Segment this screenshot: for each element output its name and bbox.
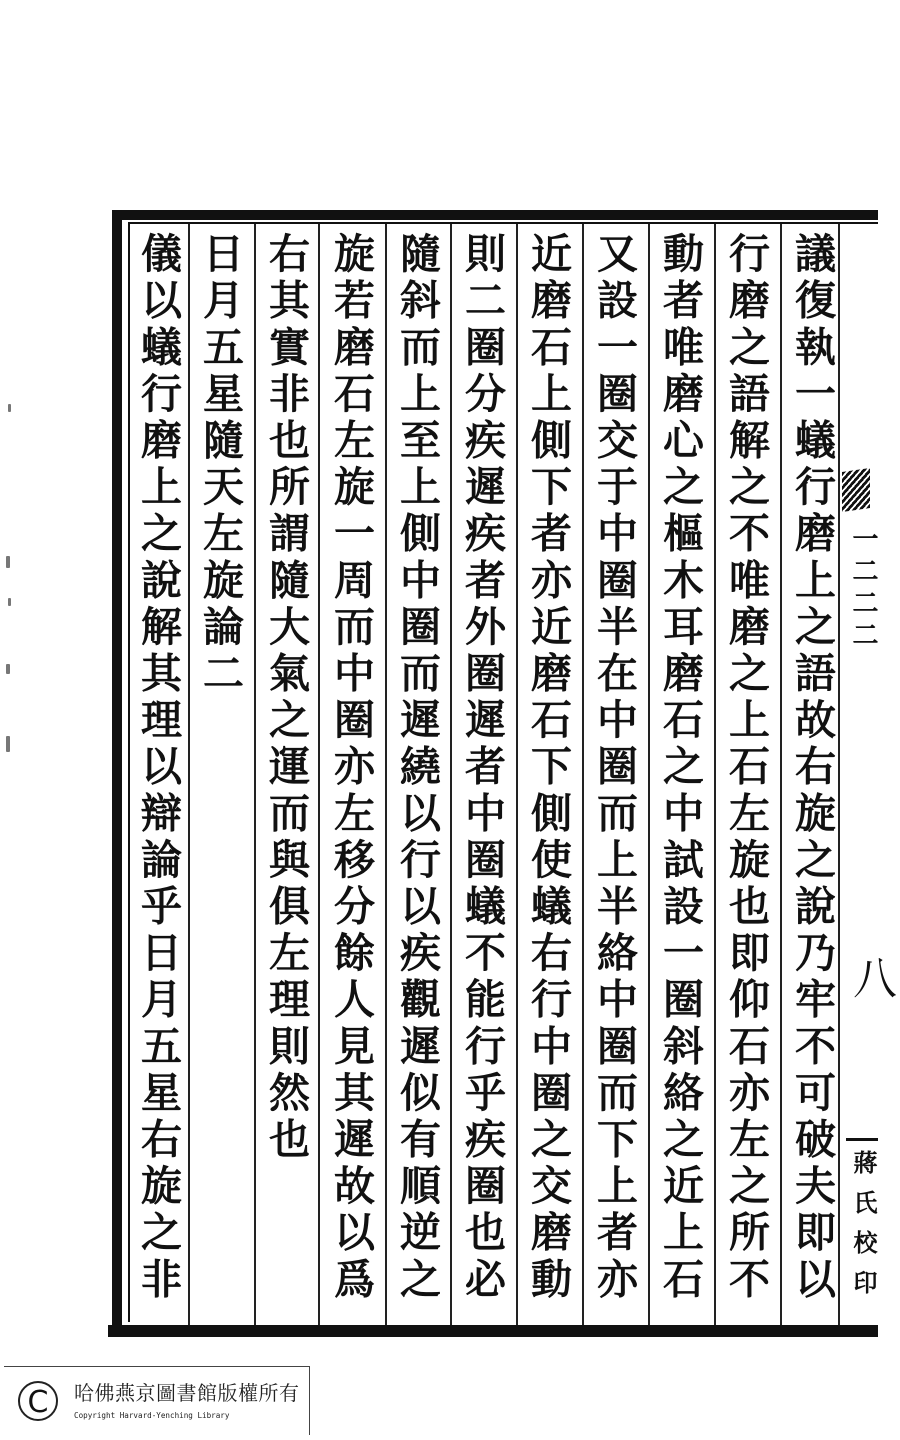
text-column: 隨斜而上至上側中圈而遲繞以行以疾觀遲似有順逆之: [393, 232, 441, 1304]
column-rule: [450, 224, 452, 1325]
column-rule: [780, 224, 782, 1325]
volume-marks: 一二二二: [848, 525, 878, 653]
scan-speck: [6, 736, 10, 752]
copyright-english: Copyright Harvard-Yenching Library: [74, 1411, 230, 1420]
column-rule: [385, 224, 387, 1325]
text-column: 則二圈分疾遲疾者外圈遲者中圈蟻不能行乎疾圈也必: [458, 232, 506, 1304]
copyright-icon: C: [18, 1381, 58, 1421]
text-column: 右其實非也所謂隨大氣之運而與俱左理則然也: [262, 232, 310, 1164]
printer-seal: 蔣氏校印: [849, 1150, 878, 1310]
copyright-chinese: 哈佛燕京圖書館版權所有: [74, 1381, 300, 1405]
text-column: 又設一圈交于中圈半在中圈而上半絡中圈而下上者亦: [590, 232, 638, 1304]
column-rule: [582, 224, 584, 1325]
copyright-stamp: [4, 1366, 310, 1435]
scan-speck: [8, 404, 11, 412]
column-rule: [318, 224, 320, 1325]
text-column: 行磨之語解之不唯磨之上石左旋也即仰石亦左之所不: [722, 232, 770, 1304]
frame-left-inner-border: [128, 222, 130, 1322]
page-number: 八: [845, 955, 896, 999]
text-column: 議復執一蟻行磨上之語故右旋之說乃牢不可破夫即以: [788, 232, 836, 1304]
text-column: 儀以蟻行磨上之說解其理以辯論乎日月五星右旋之非: [134, 232, 182, 1304]
column-rule: [516, 224, 518, 1325]
column-rule: [254, 224, 256, 1325]
frame-top-inner-border: [130, 222, 878, 224]
column-rule: [714, 224, 716, 1325]
text-column: 動者唯磨心之樞木耳磨石之中試設一圈斜絡之近上石: [656, 232, 704, 1304]
fish-tail-mark-icon: [842, 468, 870, 512]
text-column: 旋若磨石左旋一周而中圈亦左移分餘人見其遲故以爲: [327, 232, 375, 1304]
column-rule: [838, 224, 840, 1325]
margin-rule: [846, 1138, 878, 1141]
text-column: 近磨石上側下者亦近磨石下側使蟻右行中圈之交磨動: [524, 232, 572, 1304]
frame-bottom-border: [108, 1325, 878, 1337]
frame-top-border: [118, 210, 878, 220]
scan-speck: [6, 556, 10, 568]
column-rule: [188, 224, 190, 1325]
scan-speck: [6, 664, 10, 674]
text-column-heading: 日月五星隨天左旋論二: [196, 232, 244, 698]
frame-left-border: [112, 210, 122, 1336]
column-rule: [648, 224, 650, 1325]
scan-speck: [8, 598, 11, 606]
